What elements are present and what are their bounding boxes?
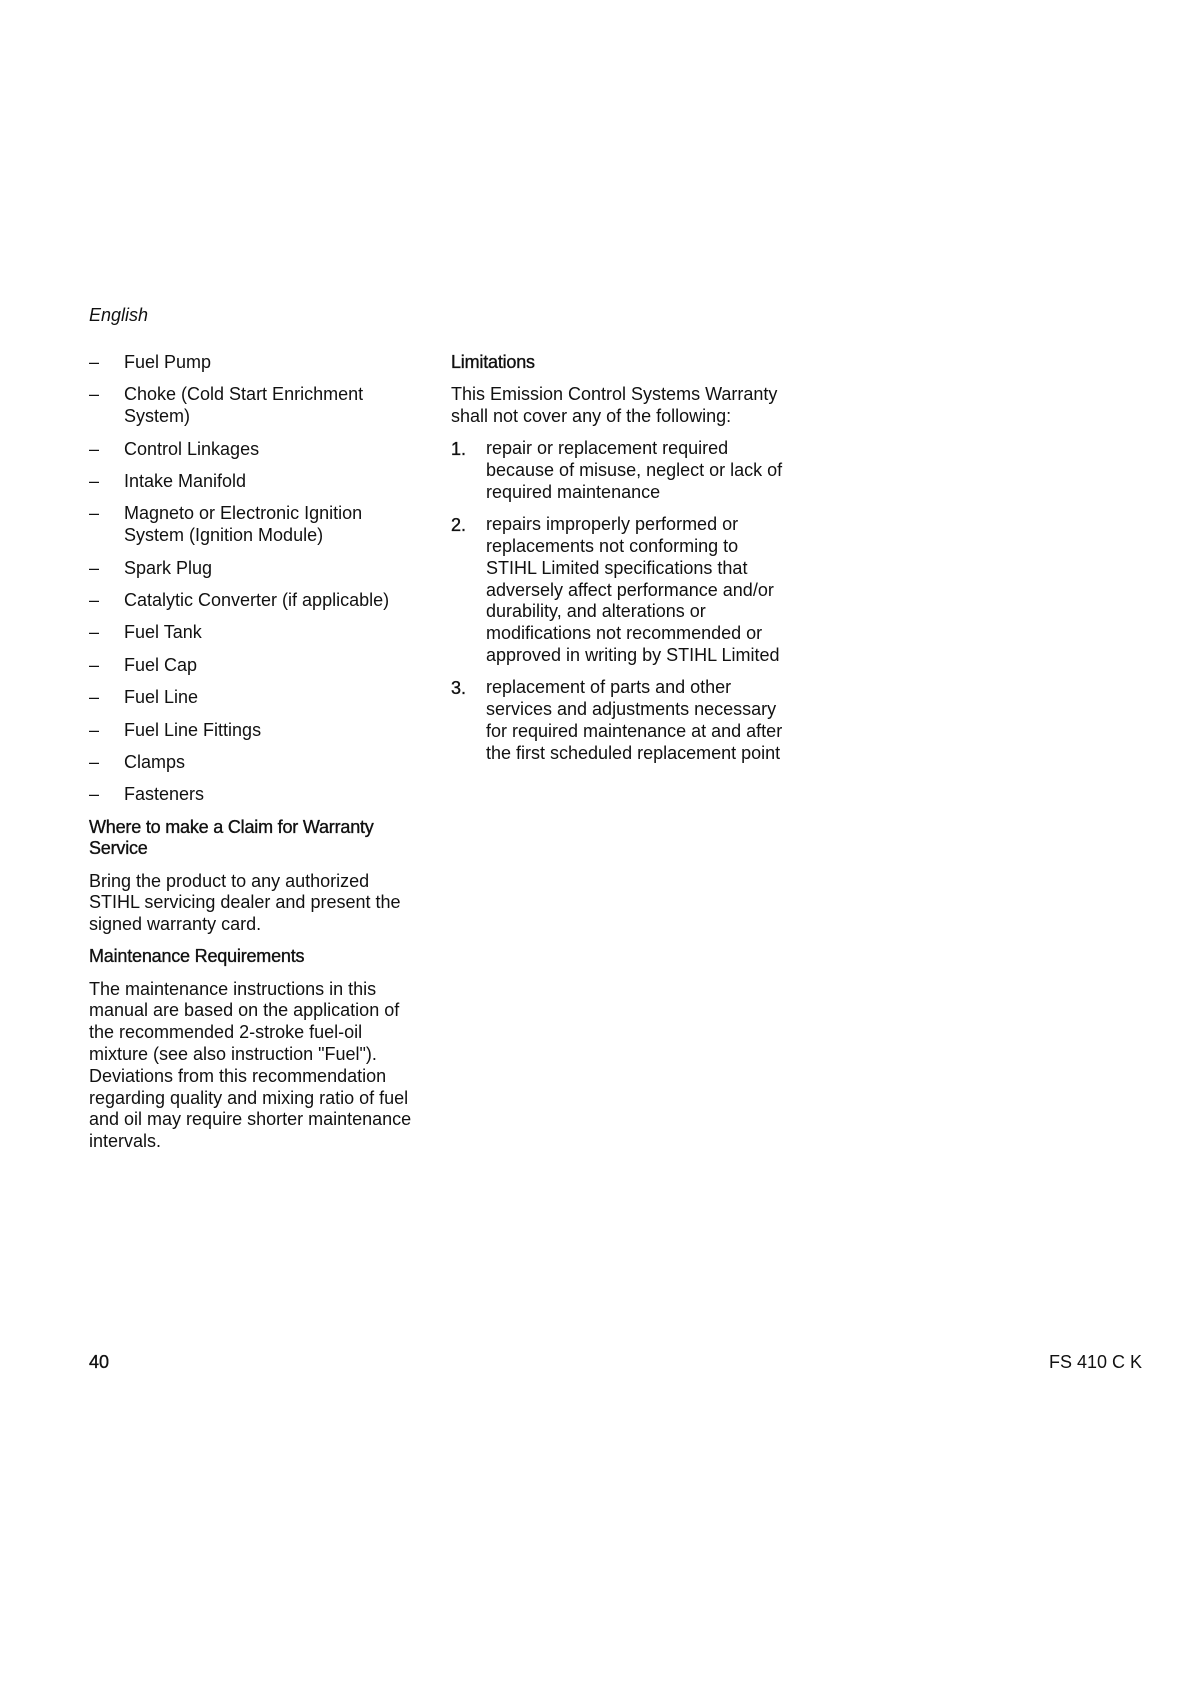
list-item-text: Fasteners	[124, 784, 205, 805]
dash-bullet: –	[89, 384, 100, 405]
dash-bullet: –	[89, 687, 100, 708]
claim-heading: Where to make a Claim for Warranty Service	[89, 816, 374, 859]
limitations-heading: Limitations	[451, 352, 535, 372]
item-number: 1.	[451, 439, 467, 460]
list-item	[89, 439, 419, 461]
list-item	[89, 784, 419, 806]
model-label: FS 410 C K	[1048, 1352, 1142, 1372]
limitations-list	[451, 438, 791, 764]
list-item	[89, 590, 419, 612]
dash-bullet: –	[89, 622, 100, 643]
list-item	[89, 752, 419, 774]
list-item-text: Fuel Tank	[124, 622, 202, 643]
item-number: 2.	[451, 515, 467, 536]
covered-parts-list	[89, 352, 419, 806]
list-item	[89, 687, 419, 709]
list-item	[89, 655, 419, 677]
limitations-intro: This Emission Control Systems Warranty shall not cover any of the following:	[451, 384, 778, 426]
list-item-text: Fuel Line Fittings	[124, 719, 262, 740]
list-item-text: Fuel Cap	[124, 654, 198, 675]
list-item	[89, 384, 419, 428]
dash-bullet: –	[89, 751, 100, 772]
dash-bullet: –	[89, 503, 100, 524]
list-item-text: Fuel Line	[124, 687, 199, 708]
left-column	[89, 352, 419, 1163]
list-item-text: repairs improperly performed or replacements not conforming to STIHL Limited specifications that adversely affect performance and/or durability, and alterations or modifications not recommended or approved in writing by STIHL Limited	[486, 514, 780, 665]
maintenance-paragraph: The maintenance instructions in this manual are based on the application of the recommended 2-stroke fuel-oil mixture (see also instruction "Fuel"). Deviations from this recommendation regarding quality and mixing ratio of fuel and oil may require shorter maintenance intervals.	[89, 978, 412, 1152]
list-item-text: Clamps	[124, 751, 186, 772]
item-number: 3.	[451, 678, 467, 699]
list-item-text: Choke (Cold Start Enrichment System)	[124, 384, 364, 427]
list-item-text: Spark Plug	[124, 557, 213, 578]
maintenance-heading: Maintenance Requirements	[89, 946, 305, 967]
list-item	[89, 558, 419, 580]
list-item-text: Intake Manifold	[124, 470, 247, 491]
list-item	[89, 720, 419, 742]
dash-bullet: –	[89, 557, 100, 578]
list-item-text: Catalytic Converter (if applicable)	[124, 589, 390, 610]
list-item	[451, 677, 791, 764]
list-item-text: Control Linkages	[124, 438, 260, 459]
list-item	[89, 471, 419, 493]
dash-bullet: –	[89, 438, 100, 459]
dash-bullet: –	[89, 589, 100, 610]
right-column	[451, 352, 791, 775]
list-item-text: replacement of parts and other services and adjustments necessary for required maintenance at and after the first scheduled replacement point	[486, 677, 783, 763]
list-item	[451, 438, 791, 503]
claim-paragraph: Bring the product to any authorized STIHL servicing dealer and present the signed warranty card.	[89, 870, 401, 935]
list-item-text: repair or replacement required because of misuse, neglect or lack of required maintenance	[486, 438, 783, 502]
list-item	[451, 514, 791, 667]
dash-bullet: –	[89, 784, 100, 805]
list-item	[89, 503, 419, 547]
list-item	[89, 352, 419, 374]
dash-bullet: –	[89, 352, 100, 372]
language-label: English	[89, 305, 149, 325]
dash-bullet: –	[89, 470, 100, 491]
page-number: 40	[89, 1352, 110, 1372]
dash-bullet: –	[89, 654, 100, 675]
list-item-text: Fuel Pump	[124, 352, 212, 372]
list-item	[89, 622, 419, 644]
list-item-text: Magneto or Electronic Ignition System (Ignition Module)	[124, 503, 363, 546]
dash-bullet: –	[89, 719, 100, 740]
